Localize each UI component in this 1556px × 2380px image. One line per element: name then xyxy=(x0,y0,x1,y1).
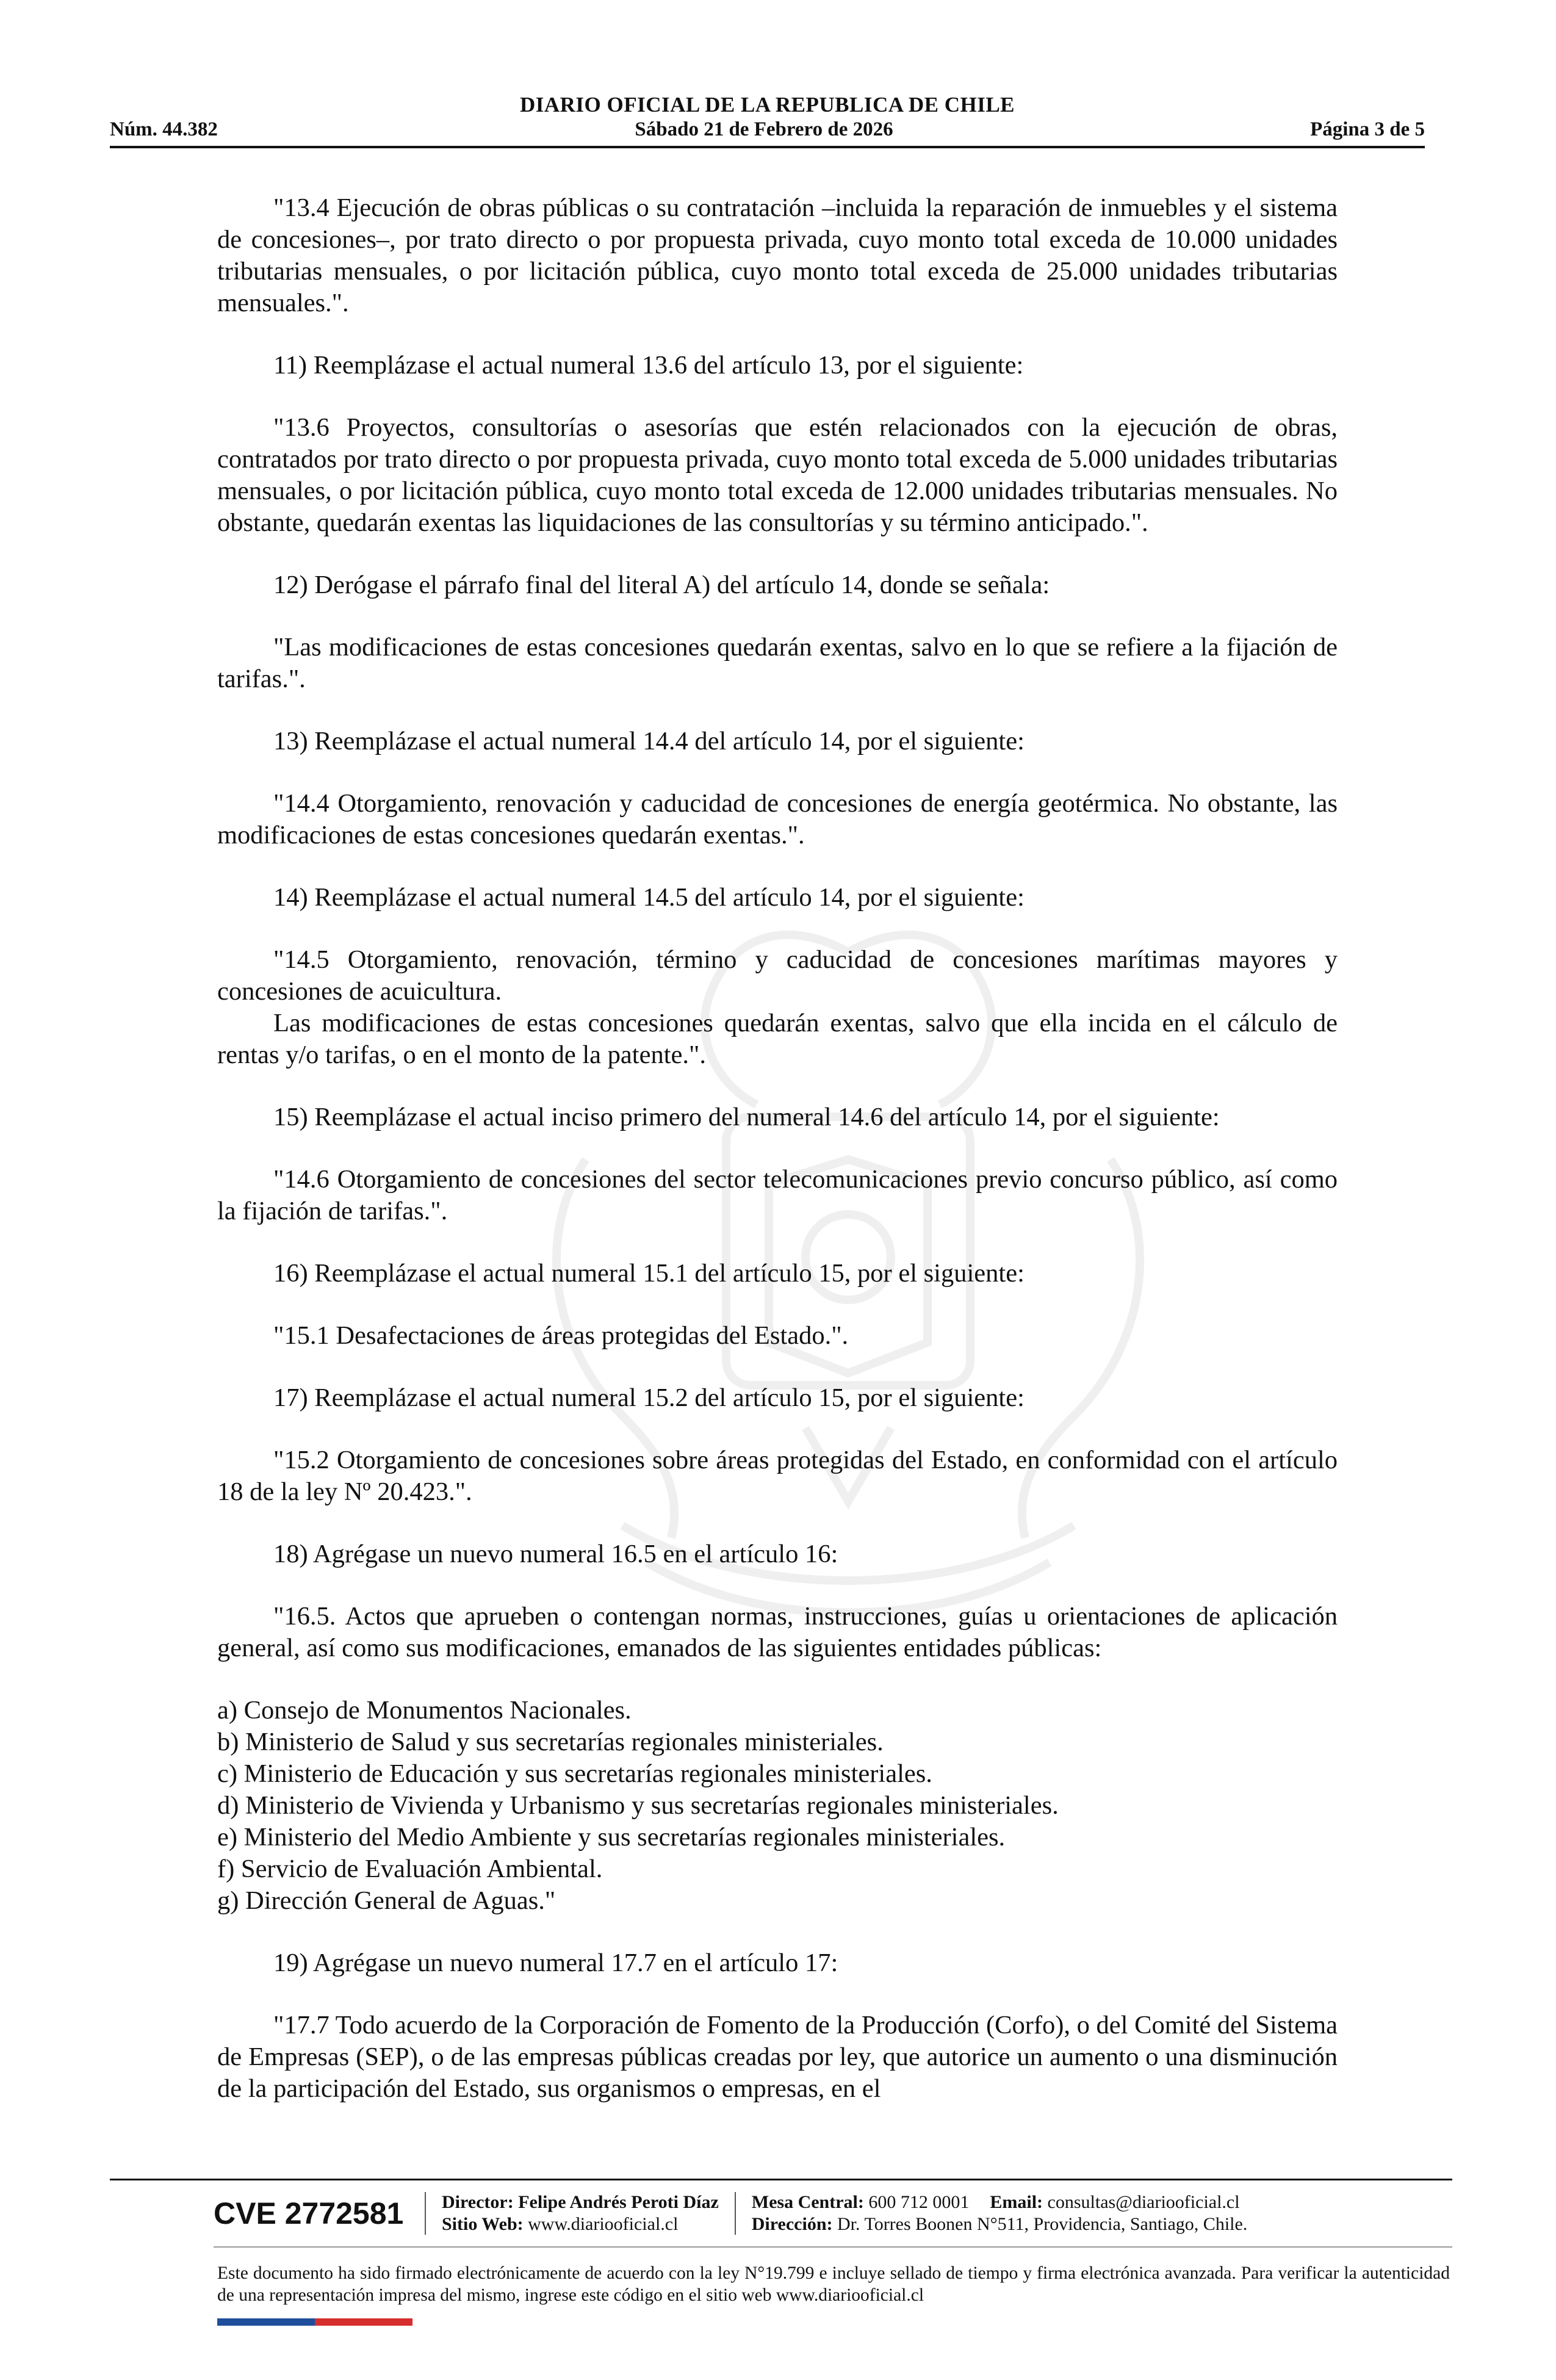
footer-info xyxy=(110,2180,1452,2246)
list-item: f) Servicio de Evaluación Ambiental. xyxy=(217,1855,603,1883)
footer-contact-column xyxy=(752,2191,1248,2235)
paragraph: "14.5 Otorgamiento, renovación, término y caducidad de concesiones marítimas mayores y concesiones de acuicultura. xyxy=(217,945,1338,1006)
header-divider xyxy=(110,146,1425,148)
paragraph: "14.4 Otorgamiento, renovación y caducidad de concesiones de energía geotérmica. No obstante, las modificaciones de estas concesiones quedarán exentas.". xyxy=(217,789,1338,849)
phone-label: Mesa Central: xyxy=(751,2192,864,2212)
paragraph: Las modificaciones de estas concesiones quedarán exentas, salvo que ella incida en el cálculo de rentas y/o tarifas, o en el monto de la patente.". xyxy=(217,1009,1338,1069)
document-body xyxy=(217,192,1338,2135)
amendment-instruction: 13) Reemplázase el actual numeral 14.4 del artículo 14, por el siguiente: xyxy=(273,727,1025,755)
amendment-instruction: 18) Agrégase un nuevo numeral 16.5 en el artículo 16: xyxy=(273,1540,838,1568)
issue-number: Núm. 44.382 xyxy=(110,118,218,140)
gazette-title: DIARIO OFICIAL DE LA REPUBLICA DE CHILE xyxy=(519,93,1015,117)
email-label: Email: xyxy=(990,2192,1043,2212)
cve-code: CVE 2772581 xyxy=(214,2196,404,2230)
paragraph: "15.2 Otorgamiento de concesiones sobre áreas protegidas del Estado, en conformidad con el artículo 18 de la ley Nº 20.423.". xyxy=(217,1446,1338,1506)
paragraph: "17.7 Todo acuerdo de la Corporación de Fomento de la Producción (Corfo), o del Comité del Sistema de Empresas (SEP), o de las empresas públicas creadas por ley, que autorice un aumento o una disminución de la participación del Estado, sus organismos o empresas, en el xyxy=(217,2011,1338,2103)
amendment-instruction: 16) Reemplázase el actual numeral 15.1 del artículo 15, por el siguiente: xyxy=(273,1259,1025,1288)
paragraph: "14.6 Otorgamiento de concesiones del sector telecomunicaciones previo concurso público, así como la fijación de tarifas.". xyxy=(217,1165,1338,1225)
amendment-instruction: 17) Reemplázase el actual numeral 15.2 del artículo 15, por el siguiente: xyxy=(273,1383,1025,1412)
address-value: Dr. Torres Boonen N°511, Providencia, Santiago, Chile. xyxy=(837,2214,1248,2234)
amendment-instruction: 15) Reemplázase el actual inciso primero del numeral 14.6 del artículo 14, por el siguiente: xyxy=(273,1103,1220,1131)
footer-thin-divider xyxy=(214,2246,1452,2248)
page-indicator: Página 3 de 5 xyxy=(1310,118,1425,140)
list-item: e) Ministerio del Medio Ambiente y sus secretarías regionales ministeriales. xyxy=(217,1823,1006,1852)
footer-director-column xyxy=(442,2191,719,2235)
list-item: b) Ministerio de Salud y sus secretarías regionales ministeriales. xyxy=(217,1728,884,1756)
flag-red-segment xyxy=(315,2318,412,2326)
director-name: Felipe Andrés Peroti Díaz xyxy=(518,2192,719,2212)
entities-list xyxy=(217,1695,1338,1917)
phone-number: 600 712 0001 xyxy=(868,2192,970,2212)
paragraph: "13.6 Proyectos, consultorías o asesorías que estén relacionados con la ejecución de obras, contratados por trato directo o por propuesta privada, cuyo monto total exceda de 5.000 unidades tributarias mensuales, o por licitación pública, cuyo monto total exceda de 12.000 unidades tributarias mensuales. No obstante, quedarán exentas las liquidaciones de las consultorías y su término anticipado.". xyxy=(217,413,1338,537)
email-link[interactable]: consultas@diariooficial.cl xyxy=(1047,2192,1240,2212)
digital-signature-notice: Este documento ha sido firmado electrónicamente de acuerdo con la ley N°19.799 e incluye sellado de tiempo y firma electrónica avanzada. Para verificar la autenticidad de una representación impresa del mismo, ingrese este código en el sitio web www.diariooficial.cl xyxy=(217,2263,1450,2305)
paragraph: "16.5. Actos que aprueben o contengan normas, instrucciones, guías u orientaciones de aplicación general, así como sus modificaciones, emanados de las siguientes entidades públicas: xyxy=(217,1602,1338,1662)
amendment-instruction: 14) Reemplázase el actual numeral 14.5 del artículo 14, por el siguiente: xyxy=(273,883,1025,912)
amendment-instruction: 11) Reemplázase el actual numeral 13.6 del artículo 13, por el siguiente: xyxy=(273,351,1024,380)
header-info-row xyxy=(110,118,1425,141)
page-footer xyxy=(110,2179,1452,2326)
footer-separator xyxy=(425,2192,426,2235)
issue-date: Sábado 21 de Febrero de 2026 xyxy=(635,118,893,140)
list-item: g) Dirección General de Aguas." xyxy=(217,1886,556,1915)
footer-separator xyxy=(735,2192,736,2235)
paragraph: "Las modificaciones de estas concesiones quedarán exentas, salvo en lo que se refiere a la fijación de tarifas.". xyxy=(217,633,1338,693)
list-item: a) Consejo de Monumentos Nacionales. xyxy=(217,1696,632,1725)
site-label: Sitio Web: xyxy=(442,2214,524,2234)
amendment-instruction: 12) Derógase el párrafo final del literal A) del artículo 14, donde se señala: xyxy=(273,571,1050,599)
site-link[interactable]: www.diariooficial.cl xyxy=(528,2214,679,2234)
director-label: Director: xyxy=(442,2192,514,2212)
paragraph: "15.1 Desafectaciones de áreas protegidas del Estado.". xyxy=(273,1321,849,1350)
list-item: d) Ministerio de Vivienda y Urbanismo y sus secretarías regionales ministeriales. xyxy=(217,1791,1059,1820)
list-item: c) Ministerio de Educación y sus secretarías regionales ministeriales. xyxy=(217,1759,932,1788)
address-label: Dirección: xyxy=(751,2214,833,2234)
flag-blue-segment xyxy=(217,2318,315,2326)
paragraph: "13.4 Ejecución de obras públicas o su contratación –incluida la reparación de inmuebles y el sistema de concesiones–, por trato directo o por propuesta privada, cuyo monto total exceda de 10.000 unidades tributarias mensuales, o por licitación pública, cuyo monto total exceda de 25.000 unidades tributarias mensuales.". xyxy=(217,193,1338,317)
page-header xyxy=(110,93,1425,148)
flag-color-bar xyxy=(217,2318,412,2326)
amendment-instruction: 19) Agrégase un nuevo numeral 17.7 en el artículo 17: xyxy=(273,1949,838,1977)
